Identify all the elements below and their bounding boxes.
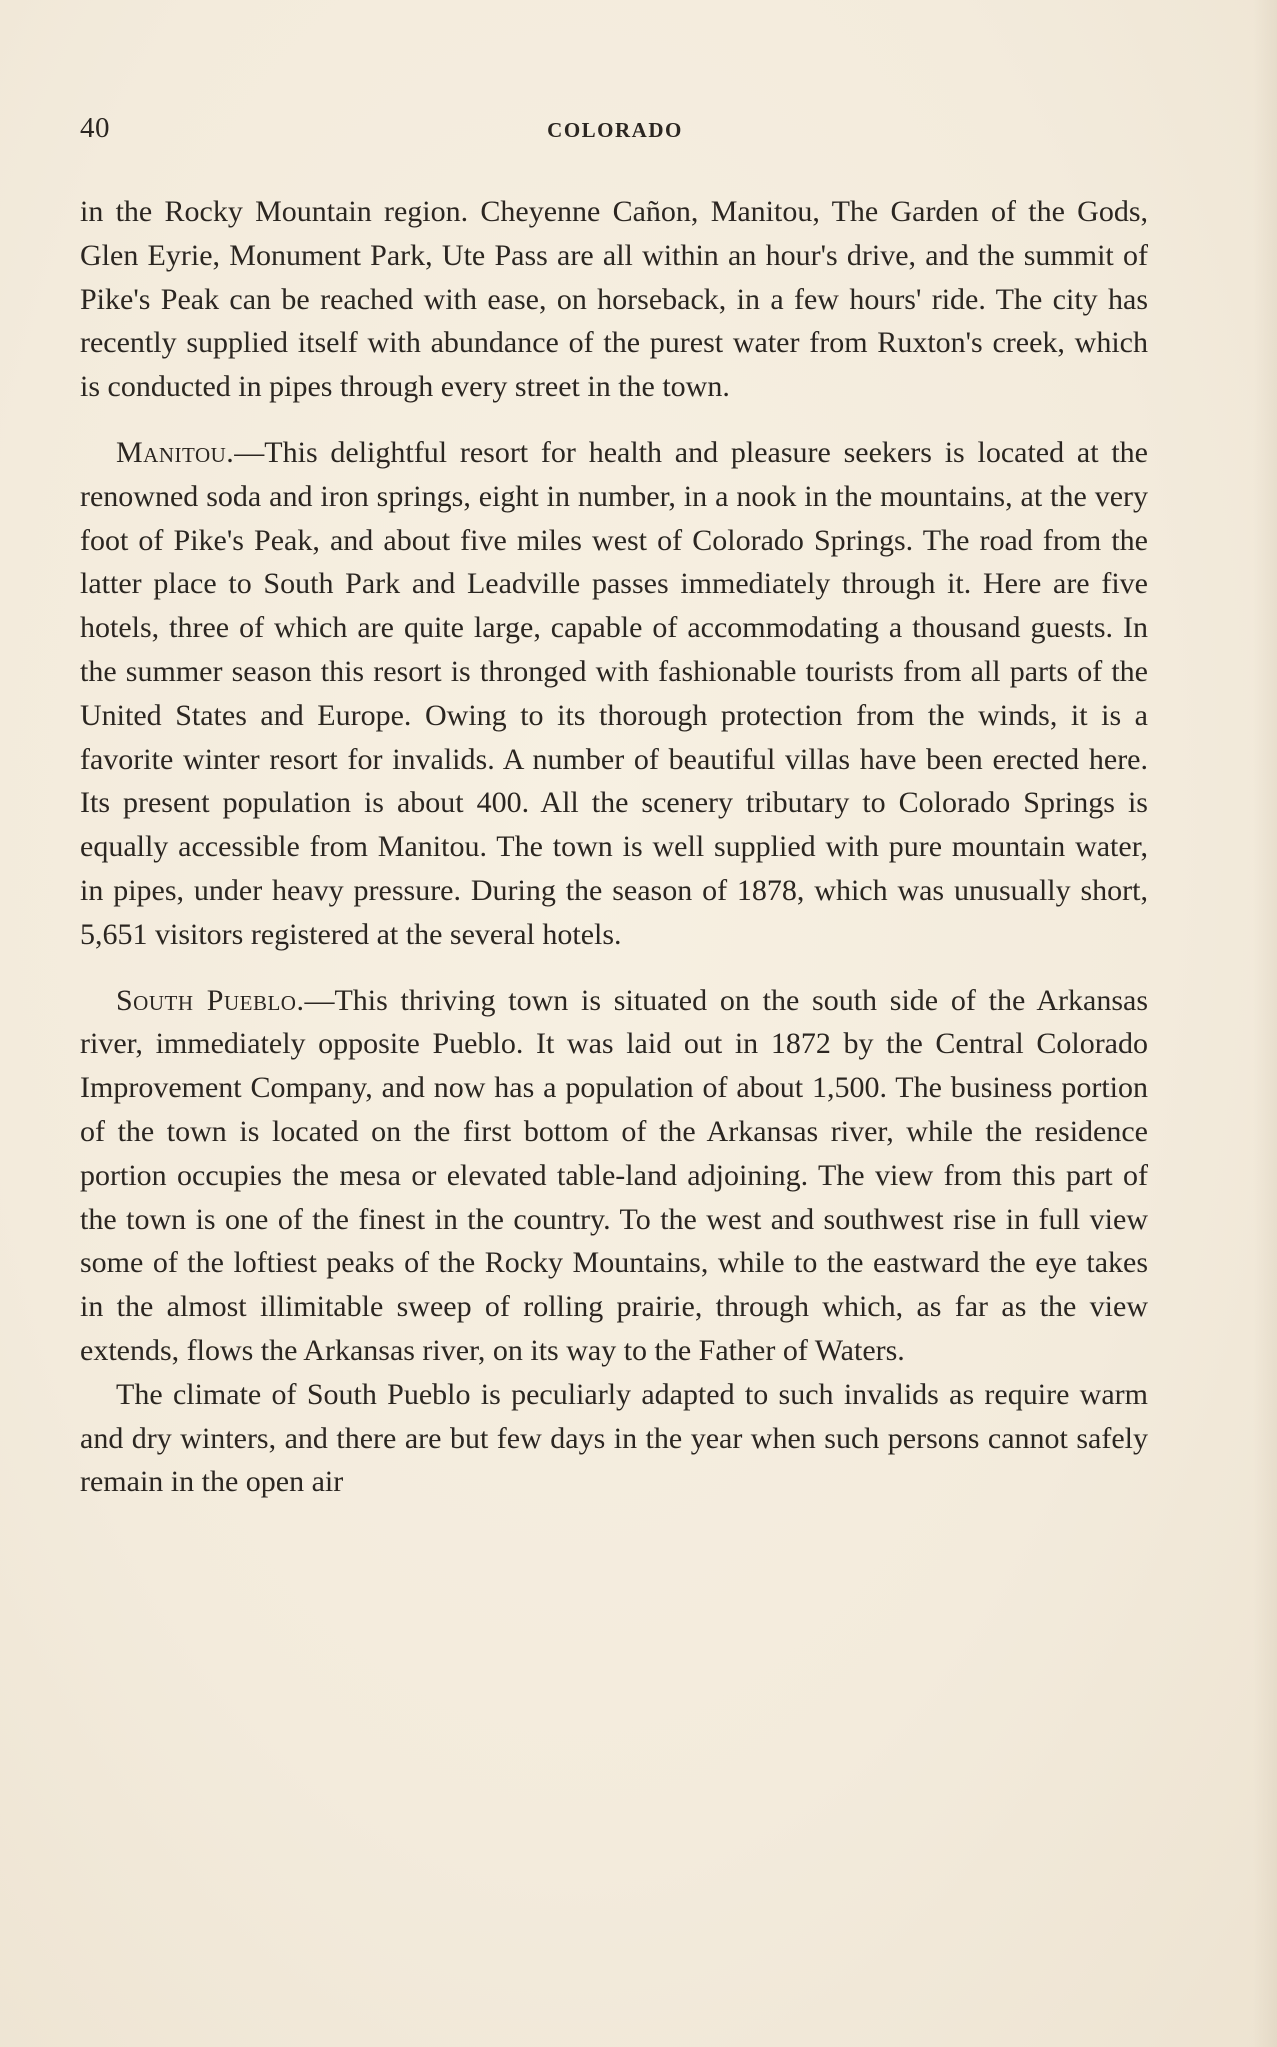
- page-edge-shadow: [1253, 0, 1277, 2047]
- paragraph-manitou: [80, 431, 1148, 957]
- paragraph-south-pueblo: [80, 979, 1148, 1373]
- paragraph-text: in the Rocky Mountain region. Cheyenne Cañon, Manitou, The Garden of the Gods, Glen Eyrie, Monument Park, Ute Pass are all within an hour's drive, and the summit of Pike's Peak can be reached with ease, on horseback, in a few hours' ride. The city has recently supplied itself with abundance of the purest water from Ruxton's creek, which is conducted in pipes through every street in the town.: [80, 195, 1148, 404]
- section-heading-south-pueblo: South Pueblo.: [116, 983, 305, 1017]
- page-header: [80, 112, 1150, 152]
- paragraph-text: —This delightful resort for health and pleasure seekers is located at the renowned soda and iron springs, eight in number, in a nook in the mountains, at the very foot of Pike's Peak, and about five miles west of Colorado Springs. The road from the latter place to South Park and Leadville passes immediately through it. Here are five hotels, three of which are quite large, capable of accommodating a thousand guests. In the summer season this resort is thronged with fashionable tourists from all parts of the United States and Europe. Owing to its thorough protection from the winds, it is a favorite winter resort for invalids. A number of beautiful villas have been erected here. Its present population is about 400. All the scenery tributary to Colorado Springs is equally accessible from Manitou. The town is well supplied with pure mountain water, in pipes, under heavy pressure. During the season of 1878, which was unusually short, 5,651 visitors registered at the several hotels.: [80, 435, 1148, 951]
- paragraph-text: —This thriving town is situated on the south side of the Arkansas river, immediately opposite Pueblo. It was laid out in 1872 by the Central Colorado Improvement Company, and now has a population of about 1,500. The business portion of the town is located on the first bottom of the Arkansas river, while the residence portion occupies the mesa or elevated table-land adjoining. The view from this part of the town is one of the finest in the country. To the west and southwest rise in full view some of the loftiest peaks of the Rocky Mountains, while to the eastward the eye takes in the almost illimitable sweep of rolling prairie, through which, as far as the view extends, flows the Arkansas river, on its way to the Father of Waters.: [80, 983, 1149, 1367]
- page-number: 40: [80, 112, 110, 144]
- paragraph-south-pueblo-climate: [80, 1373, 1148, 1504]
- section-heading-manitou: Manitou.: [116, 435, 235, 469]
- running-head: COLORADO: [547, 118, 683, 142]
- body-text: [80, 190, 1148, 1504]
- paragraph-colorado-springs-continued: [80, 190, 1148, 409]
- paragraph-text: The climate of South Pueblo is peculiarly adapted to such invalids as require warm and dry winters, and there are but few days in the year when such persons cannot safely remain in the open air: [80, 1377, 1148, 1499]
